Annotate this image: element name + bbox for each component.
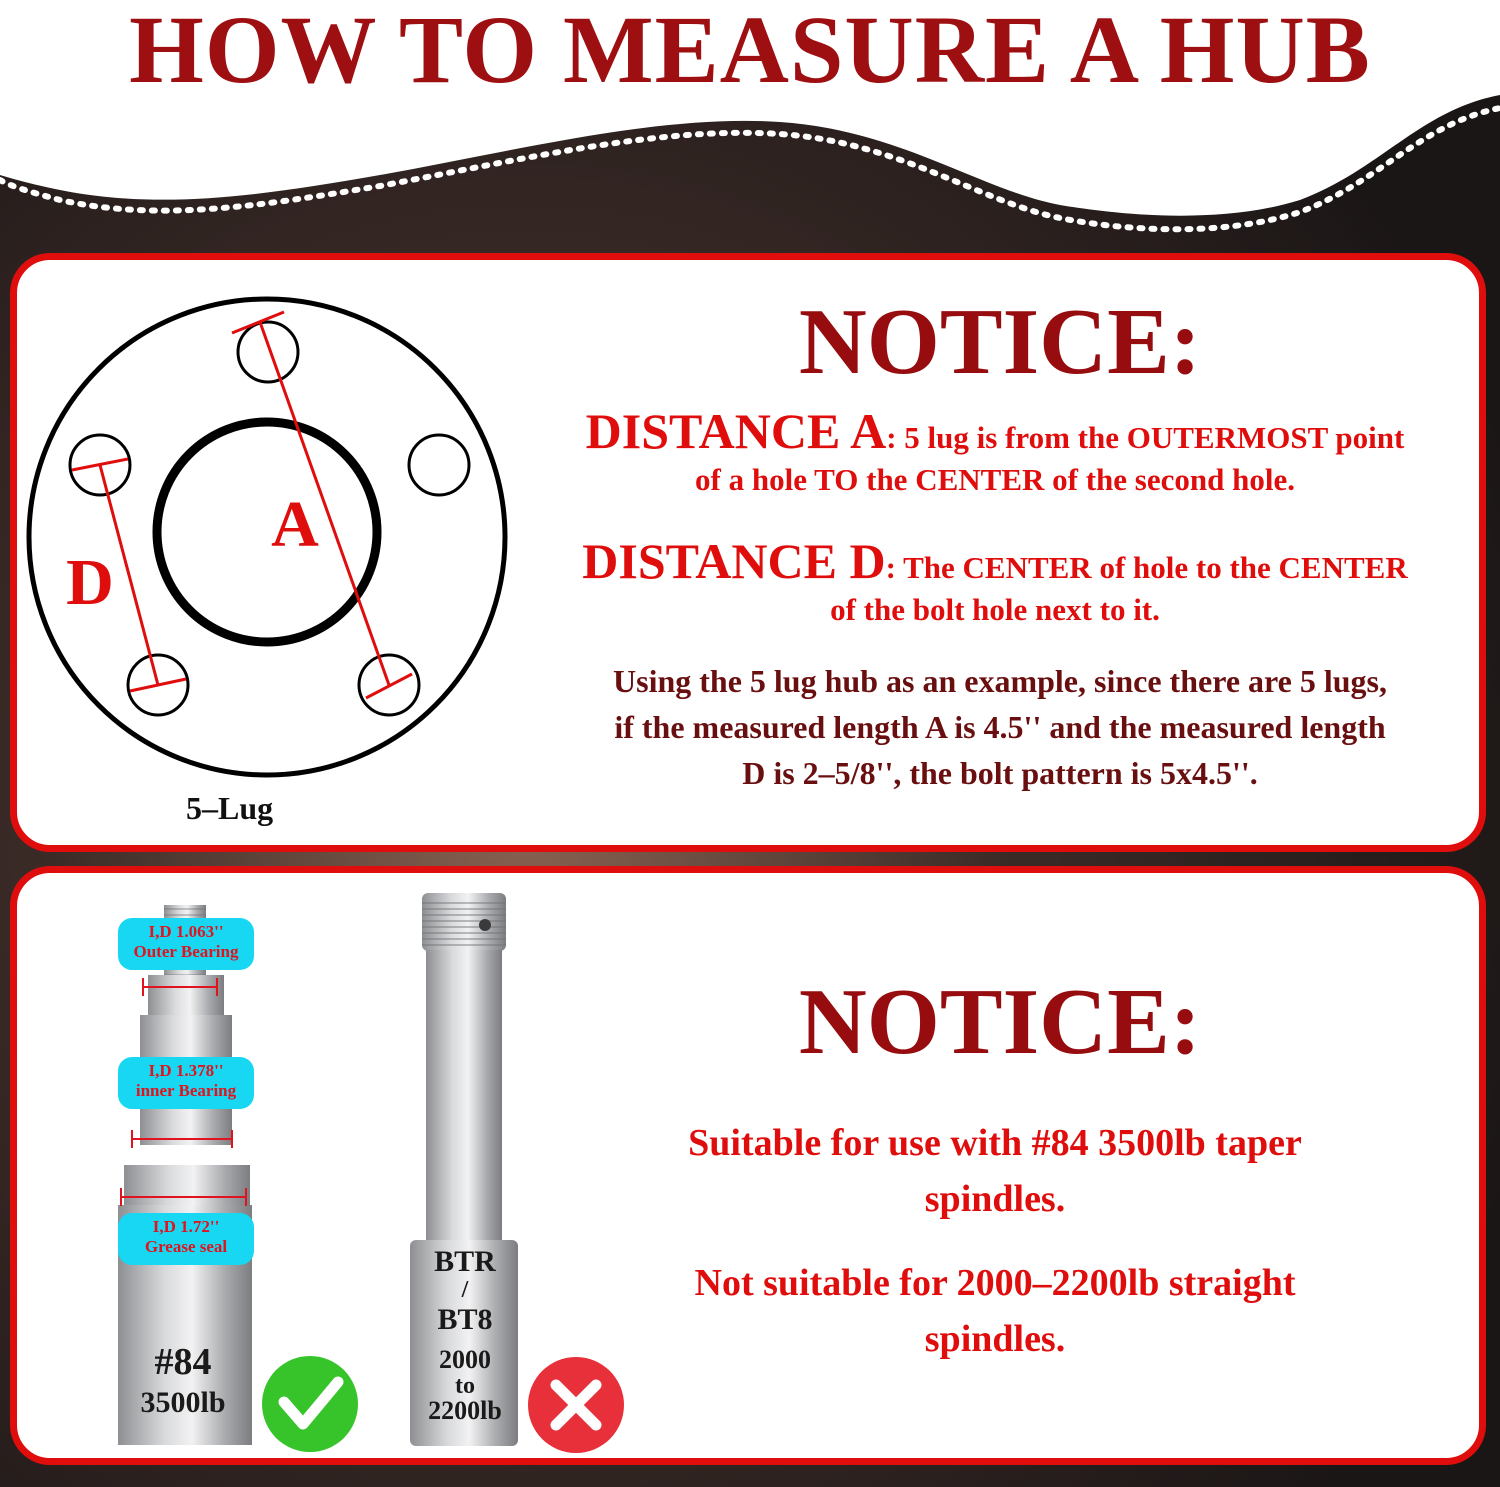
notice-title-top: NOTICE: [798, 290, 1202, 394]
distance-a-text-1: : 5 lug is from the OUTERMOST point [886, 420, 1405, 455]
not-suitable-text: Not suitable for 2000–2200lb straight spindles. [694, 1262, 1296, 1360]
distance-a-heading: DISTANCE A [585, 403, 887, 459]
badge-outer-bearing: I,D 1.063'' Outer Bearing [118, 918, 254, 970]
cross-icon [528, 1357, 624, 1453]
label-a: A [271, 488, 319, 561]
distance-a-text-2: of a hole TO the CENTER of the second hole. [695, 462, 1295, 497]
check-icon [262, 1356, 358, 1452]
suitable-text: Suitable for use with #84 3500lb taper spindles. [688, 1122, 1302, 1220]
spindle-84-rating: 3500lb [140, 1386, 226, 1419]
example-line-1: Using the 5 lug hub as an example, since there are 5 lugs, [613, 663, 1387, 699]
badge-grease-seal: I,D 1.72'' Grease seal [118, 1213, 254, 1265]
distance-d-heading: DISTANCE D [582, 533, 886, 589]
spindle-bt8-label: BTR / BT8 2000 to 2200lb [428, 1245, 502, 1425]
page-title: HOW TO MEASURE A HUB [129, 0, 1371, 103]
distance-d-text-1: : The CENTER of hole to the CENTER [885, 550, 1408, 585]
spindle-84-model: #84 [154, 1341, 212, 1383]
label-d: D [66, 546, 114, 619]
example-line-2: if the measured length A is 4.5'' and the measured length [614, 709, 1386, 745]
distance-d-text-2: of the bolt hole next to it. [830, 592, 1160, 627]
example-line-3: D is 2–5/8'', the bolt pattern is 5x4.5''. [742, 755, 1258, 791]
spindle-84-label [118, 1340, 248, 1422]
diagram-caption: 5–Lug [186, 790, 274, 826]
badge-inner-bearing: I,D 1.378'' inner Bearing [118, 1057, 254, 1109]
notice-title-bottom: NOTICE: [798, 970, 1202, 1074]
